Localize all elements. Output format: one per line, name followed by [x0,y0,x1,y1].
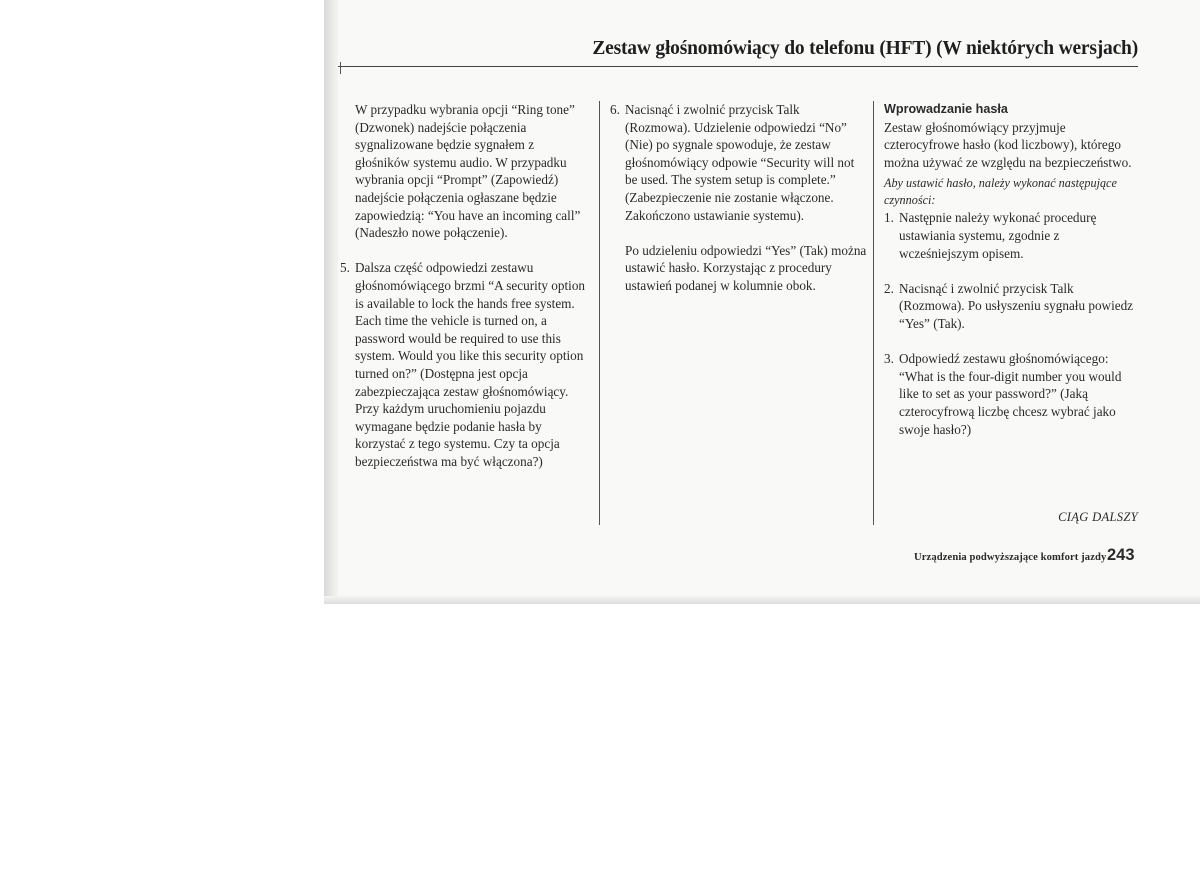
page-shadow-bottom [324,596,1200,604]
step-number: 3. [884,351,894,367]
continued-label: CIĄG DALSZY [1058,510,1138,524]
step-text: Następnie należy wykonać procedurę ustawiania systemu, zgodnie z wcześniejszym opisem. [899,210,1097,261]
step-text: Odpowiedź zestawu głośnomówiącego: “What is the four-digit number you would like to set as your password?” (Jaką czterocyfrową liczbę chcesz wybrać jako swoje hasło?) [899,351,1122,437]
column-divider-1 [599,101,600,525]
page-number: 243 [1107,546,1135,564]
page-shadow-left [324,0,338,604]
step-number: 6. [610,102,620,117]
footer-section-title: Urządzenia podwyższające komfort jazdy [914,552,1107,563]
step-text: Nacisnąć i zwolnić przycisk Talk (Rozmowa). Udzielenie odpowiedzi “No” (Nie) po sygnale spowoduje, że zestaw głośnomówiący odpowie “Security will not be used. The system setup is complete.” (Zabezpieczenie nie zostanie włączone. Zakończono ustawianie systemu). [625,102,855,223]
step-text: Dalsza część odpowiedzi zestawu głośnomówiącego brzmi “A security option is available to lock the hands free system. Each time the vehicle is turned on, a password would be required to use this system. Would you like this security option turned on?” (Dostępna jest opcja zabezpieczająca zestaw głośnomówiący. Przy każdym uruchomieniu pojazdu wymagane będzie podanie hasła by korzystać z tego systemu. Czy ta opcja bezpieczeństwa ma być włączona?) [355,260,586,469]
step-2 [884,280,1140,333]
header-tick [340,62,341,74]
step-text: Nacisnąć i zwolnić przycisk Talk (Rozmowa). Po usłyszeniu sygnału powiedz “Yes” (Tak). [899,280,1134,331]
step-6 [610,101,868,224]
page-header-title: Zestaw głośnomówiący do telefonu (HFT) (W niektórych wersjach) [592,38,1138,59]
yes-paragraph: Po udzieleniu odpowiedzi “Yes” (Tak) można ustawić hasło. Korzystając z procedury ustawień podanej w kolumnie obok. [625,242,867,293]
column-right [884,101,1140,438]
column-divider-2 [873,101,874,525]
step-number: 5. [340,260,350,276]
header-rule [338,66,1138,67]
step-number: 2. [884,280,894,296]
intro-paragraph: W przypadku wybrania opcji “Ring tone” (Dzwonek) nadejście połączenia sygnalizowane będzie sygnałem z głośników systemu audio. W przypadku wybrania opcji “Prompt” (Zapowiedź) nadejście połączenia ogłaszane będzie zapowiedzią: “You have an incoming call” (Nadeszło nowe połączenie). [355,102,581,241]
step-number: 1. [884,210,894,226]
step-3 [884,350,1140,438]
column-middle [610,101,868,295]
step-5 [340,259,592,470]
step-1 [884,209,1140,262]
password-paragraph: Zestaw głośnomówiący przyjmuje czterocyfrowe hasło (kod liczbowy), którego można używać ze względu na bezpieczeństwo. [884,119,1132,170]
instruction-note: Aby ustawić hasło, należy wykonać następujące czynności: [884,176,1117,208]
section-heading: Wprowadzanie hasła [884,102,1008,116]
column-left [340,101,592,470]
